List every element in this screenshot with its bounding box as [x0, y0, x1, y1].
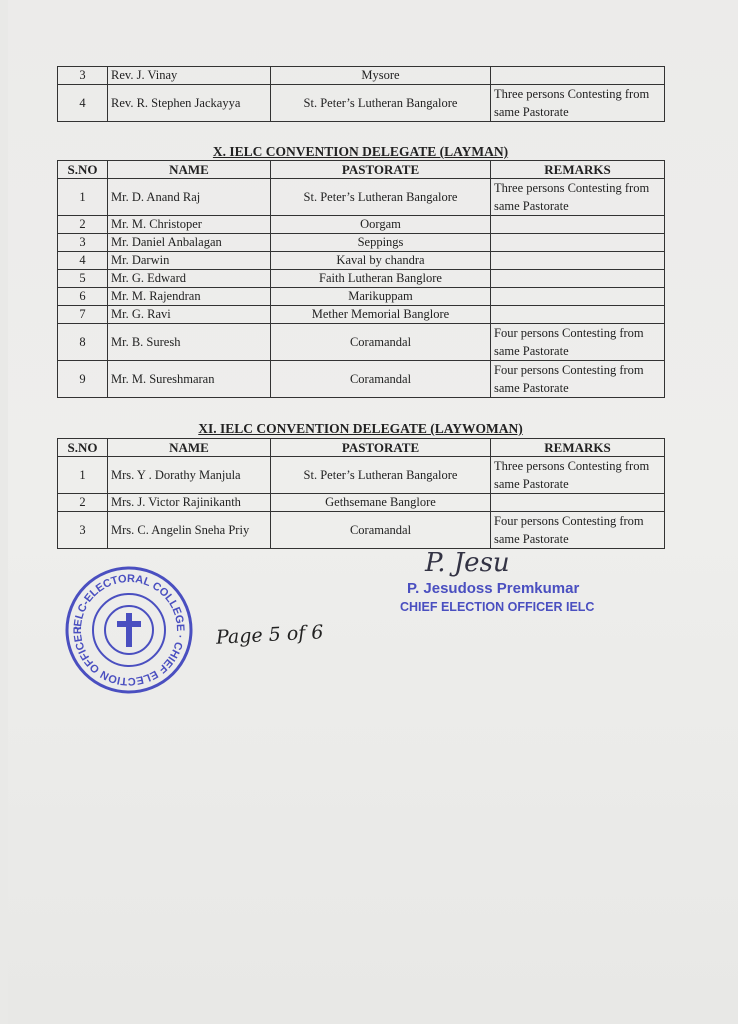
- row-pastorate: Kaval by chandra: [271, 252, 491, 270]
- row-pastorate: Faith Lutheran Banglore: [271, 270, 491, 288]
- row-name: Mr. G. Edward: [108, 270, 271, 288]
- table-row: [58, 270, 665, 288]
- table-row: [58, 512, 665, 549]
- row-sno: 2: [58, 494, 108, 512]
- row-remarks: Three persons Contesting from same Pastorate: [491, 457, 665, 494]
- row-pastorate: Marikuppam: [271, 288, 491, 306]
- row-remarks: [491, 67, 665, 85]
- row-sno: 8: [58, 324, 108, 361]
- svg-text:IELC-ELECTORAL COLLEGE · CHIEF: IELC-ELECTORAL COLLEGE · CHIEF ELECTION OFFICER: [71, 572, 187, 688]
- row-pastorate: St. Peter’s Lutheran Bangalore: [271, 85, 491, 122]
- row-pastorate: Gethsemane Banglore: [271, 494, 491, 512]
- row-sno: 9: [58, 361, 108, 398]
- row-remarks: Three persons Contesting from same Pastorate: [491, 85, 665, 122]
- row-sno: 5: [58, 270, 108, 288]
- table-row: [58, 494, 665, 512]
- table-row: [58, 179, 665, 216]
- row-name: Mr. M. Sureshmaran: [108, 361, 271, 398]
- row-name: Mr. B. Suresh: [108, 324, 271, 361]
- header-pastorate: PASTORATE: [271, 439, 491, 457]
- row-sno: 3: [58, 512, 108, 549]
- header-name: NAME: [108, 439, 271, 457]
- row-remarks: Four persons Contesting from same Pastorate: [491, 512, 665, 549]
- table-row: [58, 324, 665, 361]
- row-remarks: Four persons Contesting from same Pastorate: [491, 324, 665, 361]
- table-row: [58, 252, 665, 270]
- table-row: [58, 234, 665, 252]
- previous-section-table: [57, 66, 665, 122]
- row-sno: 2: [58, 216, 108, 234]
- row-pastorate: St. Peter’s Lutheran Bangalore: [271, 457, 491, 494]
- row-remarks: [491, 234, 665, 252]
- row-pastorate: Coramandal: [271, 512, 491, 549]
- table-row: [58, 457, 665, 494]
- header-sno: S.NO: [58, 439, 108, 457]
- row-name: Mrs. Y . Dorathy Manjula: [108, 457, 271, 494]
- signatory-title: CHIEF ELECTION OFFICER IELC: [400, 600, 595, 614]
- section-x-heading: X. IELC CONVENTION DELEGATE (LAYMAN): [212, 144, 509, 159]
- table-row: [58, 306, 665, 324]
- row-name: Mr. Darwin: [108, 252, 271, 270]
- table-row: [58, 288, 665, 306]
- table-row: [58, 67, 665, 85]
- handwritten-signature: P. Jesu: [425, 548, 510, 578]
- row-sno: 1: [58, 457, 108, 494]
- table-row: [58, 216, 665, 234]
- row-sno: 4: [58, 85, 108, 122]
- row-pastorate: Oorgam: [271, 216, 491, 234]
- header-name: NAME: [108, 161, 271, 179]
- electoral-college-stamp: [64, 565, 194, 695]
- row-sno: 1: [58, 179, 108, 216]
- row-sno: 3: [58, 234, 108, 252]
- row-remarks: Four persons Contesting from same Pastorate: [491, 361, 665, 398]
- row-name: Mr. M. Rajendran: [108, 288, 271, 306]
- table-row: [58, 361, 665, 398]
- laywoman-delegate-table: [57, 438, 665, 549]
- row-name: Mr. G. Ravi: [108, 306, 271, 324]
- cross-icon: [117, 613, 141, 647]
- signatory-name: P. Jesudoss Premkumar: [407, 580, 580, 597]
- header-remarks: REMARKS: [491, 439, 665, 457]
- row-pastorate: Mysore: [271, 67, 491, 85]
- row-pastorate: St. Peter’s Lutheran Bangalore: [271, 179, 491, 216]
- row-sno: 4: [58, 252, 108, 270]
- row-name: Mrs. J. Victor Rajinikanth: [108, 494, 271, 512]
- header-pastorate: PASTORATE: [271, 161, 491, 179]
- row-name: Mr. D. Anand Raj: [108, 179, 271, 216]
- row-name: Mr. M. Christoper: [108, 216, 271, 234]
- row-pastorate: Coramandal: [271, 324, 491, 361]
- header-remarks: REMARKS: [491, 161, 665, 179]
- row-name: Rev. J. Vinay: [108, 67, 271, 85]
- row-remarks: [491, 494, 665, 512]
- row-remarks: Three persons Contesting from same Pastorate: [491, 179, 665, 216]
- layman-delegate-table: [57, 160, 665, 398]
- row-remarks: [491, 288, 665, 306]
- row-pastorate: Mether Memorial Banglore: [271, 306, 491, 324]
- row-remarks: [491, 270, 665, 288]
- section-xi-heading: XI. IELC CONVENTION DELEGATE (LAYWOMAN): [198, 421, 523, 436]
- row-name: Mr. Daniel Anbalagan: [108, 234, 271, 252]
- row-name: Rev. R. Stephen Jackayya: [108, 85, 271, 122]
- table-row: [58, 85, 665, 122]
- row-name: Mrs. C. Angelin Sneha Priy: [108, 512, 271, 549]
- row-remarks: [491, 306, 665, 324]
- handwritten-page-number: Page 5 of 6: [215, 621, 324, 649]
- row-pastorate: Seppings: [271, 234, 491, 252]
- row-remarks: [491, 252, 665, 270]
- row-sno: 3: [58, 67, 108, 85]
- row-sno: 7: [58, 306, 108, 324]
- header-sno: S.NO: [58, 161, 108, 179]
- row-sno: 6: [58, 288, 108, 306]
- row-remarks: [491, 216, 665, 234]
- row-pastorate: Coramandal: [271, 361, 491, 398]
